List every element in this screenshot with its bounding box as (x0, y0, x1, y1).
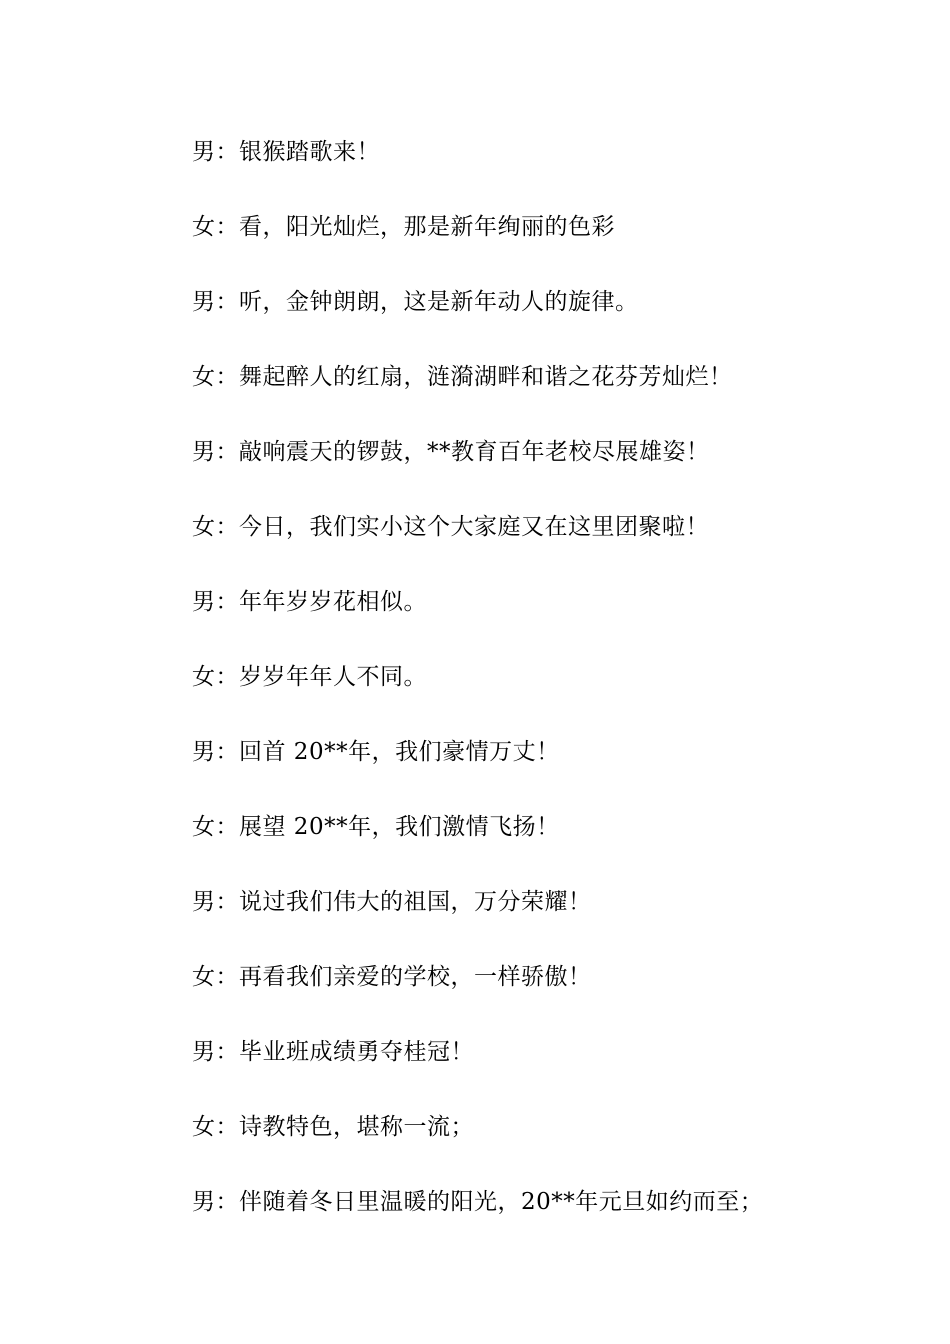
dialogue-line: 男：听，金钟朗朗，这是新年动人的旋律。 (192, 289, 639, 315)
dialogue-lines (192, 133, 892, 1258)
dialogue-line: 女：今日，我们实小这个大家庭又在这里团聚啦！ (192, 514, 709, 540)
dialogue-line: 女：诗教特色，堪称一流； (192, 1114, 474, 1140)
dialogue-line: 男：年年岁岁花相似。 (192, 589, 427, 615)
dialogue-line: 女：看，阳光灿烂，那是新年绚丽的色彩 (192, 214, 615, 240)
dialogue-line: 女：展望 20**年，我们激情飞扬！ (192, 814, 560, 840)
dialogue-line: 男：毕业班成绩勇夺桂冠！ (192, 1039, 474, 1065)
dialogue-line: 男：银猴踏歌来！ (192, 139, 380, 165)
dialogue-line: 男：伴随着冬日里温暖的阳光，20**年元旦如约而至； (192, 1189, 764, 1215)
dialogue-line: 男：回首 20**年，我们豪情万丈！ (192, 739, 560, 765)
dialogue-line: 男：敲响震天的锣鼓，**教育百年老校尽展雄姿！ (192, 439, 710, 465)
dialogue-line: 女：舞起醉人的红扇，涟漪湖畔和谐之花芬芳灿烂！ (192, 364, 733, 390)
dialogue-line: 男：说过我们伟大的祖国，万分荣耀！ (192, 889, 592, 915)
dialogue-line: 女：岁岁年年人不同。 (192, 664, 427, 690)
dialogue-line: 女：再看我们亲爱的学校，一样骄傲！ (192, 964, 592, 990)
